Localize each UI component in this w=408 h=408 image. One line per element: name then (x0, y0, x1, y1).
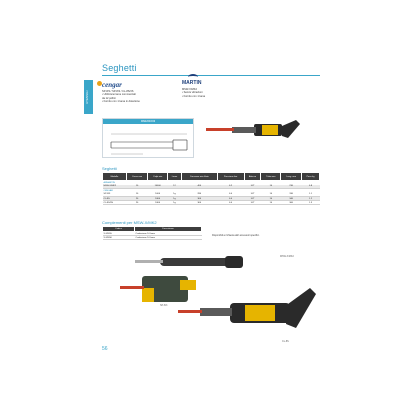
title-bar (102, 64, 320, 76)
group-label: CENGAR (103, 189, 113, 192)
cengar-line: • Fornito con 1 lama in dotazione (102, 100, 140, 104)
diagram-header: DIMENSIONI (103, 119, 193, 124)
table-row (103, 201, 320, 205)
martin-line: • Fornito con 1 lama (182, 94, 206, 98)
table-cell: 1/4" (244, 193, 261, 197)
martin-line: • Senza vibrazioni (182, 91, 203, 95)
table-cell: 360 (281, 201, 302, 205)
column-header: Corsa mm (126, 173, 147, 181)
table-cell: 1800 (148, 197, 168, 201)
column-header: Tubo mm (261, 173, 281, 181)
table-cell: 10 (126, 185, 147, 189)
martin-description (182, 88, 205, 98)
table-cell: SP-8/3 (103, 193, 127, 197)
table-cell: 0.8 (302, 185, 320, 189)
table-cell: 10 (126, 193, 147, 197)
table-cell: 6.2 (217, 185, 244, 189)
table-cell: 300 (181, 201, 217, 205)
table-cell: 1/4" (244, 185, 261, 189)
section-label-accessories: Complementi per MSW-X/MK2 (102, 220, 157, 225)
side-tab-label: UTENSILI (85, 90, 89, 104)
table-cell: 340 (281, 197, 302, 201)
table-cell: 6.0 (217, 197, 244, 201)
table-cell: MSW-X/MK2 (103, 185, 127, 189)
table-cell: CL-8S/3S (103, 201, 127, 205)
photo-label: SP-8/3 (160, 304, 168, 307)
page-title: Seghetti (102, 63, 137, 73)
column-header: Descrizione (135, 227, 202, 232)
accessories-table (102, 226, 202, 240)
column-header: Pressione bar (217, 173, 244, 181)
table-cell: 230 (281, 185, 302, 189)
table-cell: 1.2 (302, 197, 320, 201)
table-cell: Confezione 10 lame (135, 232, 202, 236)
table-cell: 6.0 (217, 201, 244, 205)
cengar-line: da 12 pollici (102, 96, 116, 100)
table-cell: 20 (126, 201, 147, 205)
table-cell: 12 (168, 185, 182, 189)
martin-logo: MARTIN (182, 80, 202, 86)
table-cell: 330 (281, 193, 302, 197)
table-cell: 10 (261, 201, 281, 205)
table-cell: 1/4" (244, 201, 261, 205)
table-cell: 20 (126, 197, 147, 201)
table-cell: X-52656 (103, 236, 135, 240)
saws-product-photo (120, 248, 320, 348)
table-row (103, 236, 202, 240)
column-header: Peso kg (302, 173, 320, 181)
group-label: ARMARTIN (103, 181, 115, 184)
column-header: Colpi min (148, 173, 168, 181)
table-cell: 10 (261, 185, 281, 189)
catalog-page (84, 58, 322, 358)
table-cell: 6.0 (217, 193, 244, 197)
table-cell: 1g (168, 197, 182, 201)
table-cell: 10 (261, 197, 281, 201)
table-cell: 1800 (148, 201, 168, 205)
photo-label: CL-8S (282, 340, 289, 343)
table-cell: 1.3 (302, 201, 320, 205)
table-cell: 300 (181, 197, 217, 201)
dimension-diagram (102, 118, 194, 158)
table-cell: 400 (181, 185, 217, 189)
table-cell: X-52655 (103, 232, 135, 236)
table-cell: 10000 (148, 185, 168, 189)
column-header: Lung. mm (281, 173, 302, 181)
cengar-logo: cengar (102, 81, 122, 89)
table-cell: 1600 (148, 193, 168, 197)
table-cell: Confezione 10 lame (135, 236, 202, 240)
column-header: Lame (168, 173, 182, 181)
martin-line: MSW-X/MK2 (182, 88, 197, 91)
table-cell: 1.1 (302, 193, 320, 197)
column-header: Codice (103, 227, 135, 232)
cengar-description (102, 90, 140, 104)
cengar-line: • Utilizzano lame commerciali (102, 93, 136, 97)
section-label-saws: Seghetti (102, 166, 117, 171)
column-header: Modello (103, 173, 127, 181)
column-header: Attacco (244, 173, 261, 181)
specs-table (102, 172, 320, 205)
table-cell: 1g (168, 193, 182, 197)
table-cell: 280 (181, 193, 217, 197)
photo-label: MSW-X/MK2 (280, 255, 294, 258)
table-cell: 1/4" (244, 197, 261, 201)
table-cell: 1g (168, 201, 182, 205)
cengar-line: SP-8/3 / SP-8/3 / CL-8S/3S (102, 90, 134, 93)
accessories-note: Disponibili a richiesta altri accessori specifici. (212, 234, 260, 237)
column-header: Consumo aria l/min (181, 173, 217, 181)
saw-outline-drawing (103, 124, 195, 159)
table-cell: 10 (261, 193, 281, 197)
martin-saw-photo (202, 116, 302, 146)
table-cell: CL-8S (103, 197, 127, 201)
page-number: 56 (102, 346, 108, 352)
